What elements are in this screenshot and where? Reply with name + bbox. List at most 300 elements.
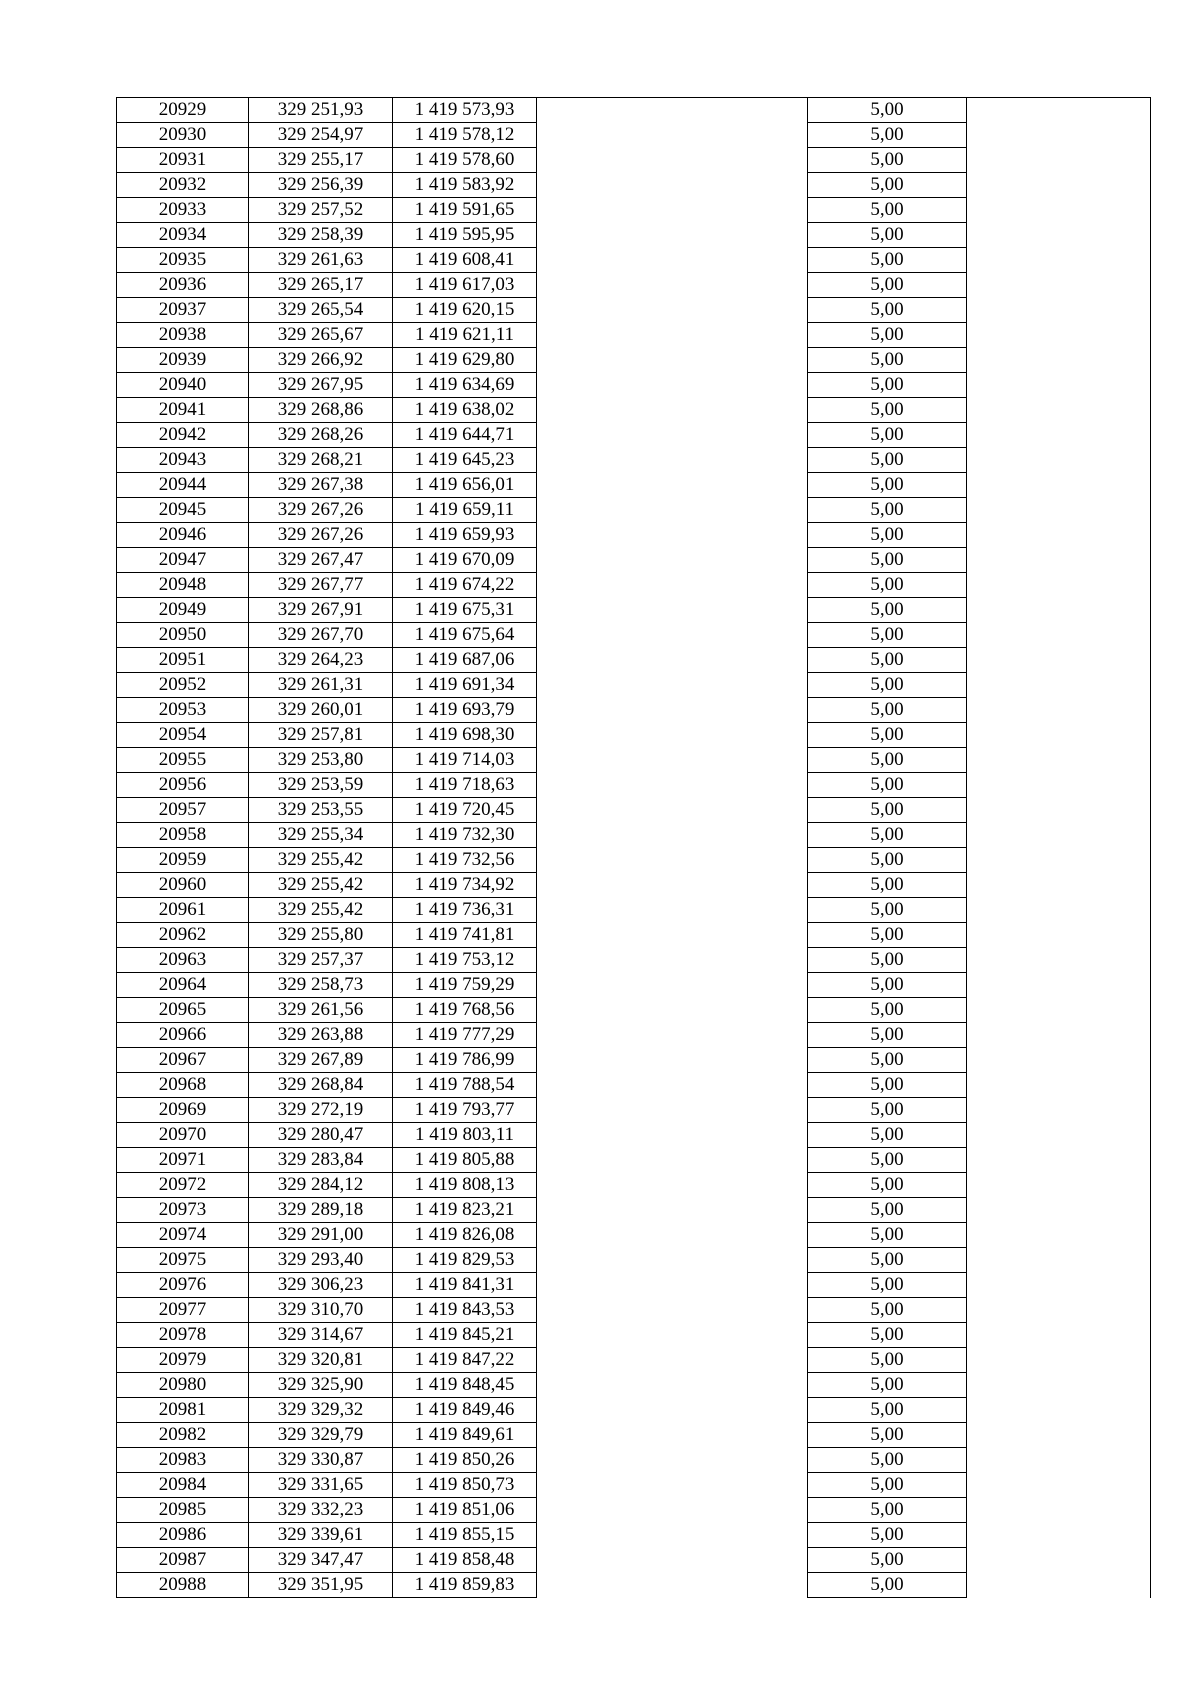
table-row bbox=[117, 548, 1151, 573]
blank-cell bbox=[967, 148, 1151, 173]
blank-cell bbox=[967, 1123, 1151, 1148]
accuracy-cell: 5,00 bbox=[808, 373, 967, 398]
table-row bbox=[117, 1448, 1151, 1473]
y-coordinate-cell: 1 419 578,60 bbox=[393, 148, 537, 173]
accuracy-cell: 5,00 bbox=[808, 398, 967, 423]
blank-cell bbox=[537, 498, 808, 523]
table-row bbox=[117, 798, 1151, 823]
blank-cell bbox=[967, 723, 1151, 748]
x-coordinate-cell: 329 258,73 bbox=[249, 973, 393, 998]
x-coordinate-cell: 329 347,47 bbox=[249, 1548, 393, 1573]
blank-cell bbox=[537, 298, 808, 323]
accuracy-cell: 5,00 bbox=[808, 1373, 967, 1398]
accuracy-cell: 5,00 bbox=[808, 698, 967, 723]
blank-cell bbox=[967, 1573, 1151, 1598]
blank-cell bbox=[967, 1248, 1151, 1273]
blank-cell bbox=[537, 1373, 808, 1398]
blank-cell bbox=[537, 398, 808, 423]
blank-cell bbox=[967, 1023, 1151, 1048]
accuracy-cell: 5,00 bbox=[808, 773, 967, 798]
table-row bbox=[117, 1248, 1151, 1273]
blank-cell bbox=[967, 423, 1151, 448]
blank-cell bbox=[967, 898, 1151, 923]
blank-cell bbox=[967, 1173, 1151, 1198]
accuracy-cell: 5,00 bbox=[808, 1298, 967, 1323]
y-coordinate-cell: 1 419 829,53 bbox=[393, 1248, 537, 1273]
table-row bbox=[117, 773, 1151, 798]
blank-cell bbox=[967, 873, 1151, 898]
accuracy-cell: 5,00 bbox=[808, 498, 967, 523]
x-coordinate-cell: 329 293,40 bbox=[249, 1248, 393, 1273]
blank-cell bbox=[967, 1073, 1151, 1098]
blank-cell bbox=[967, 498, 1151, 523]
point-number-cell: 20931 bbox=[117, 148, 249, 173]
accuracy-cell: 5,00 bbox=[808, 1498, 967, 1523]
y-coordinate-cell: 1 419 841,31 bbox=[393, 1273, 537, 1298]
blank-cell bbox=[967, 1523, 1151, 1548]
y-coordinate-cell: 1 419 714,03 bbox=[393, 748, 537, 773]
table-row bbox=[117, 873, 1151, 898]
point-number-cell: 20936 bbox=[117, 273, 249, 298]
blank-cell bbox=[537, 648, 808, 673]
point-number-cell: 20933 bbox=[117, 198, 249, 223]
point-number-cell: 20965 bbox=[117, 998, 249, 1023]
y-coordinate-cell: 1 419 845,21 bbox=[393, 1323, 537, 1348]
table-row bbox=[117, 598, 1151, 623]
blank-cell bbox=[967, 173, 1151, 198]
point-number-cell: 20934 bbox=[117, 223, 249, 248]
accuracy-cell: 5,00 bbox=[808, 1148, 967, 1173]
blank-cell bbox=[967, 123, 1151, 148]
blank-cell bbox=[967, 823, 1151, 848]
y-coordinate-cell: 1 419 734,92 bbox=[393, 873, 537, 898]
y-coordinate-cell: 1 419 578,12 bbox=[393, 123, 537, 148]
table-row bbox=[117, 1148, 1151, 1173]
y-coordinate-cell: 1 419 634,69 bbox=[393, 373, 537, 398]
x-coordinate-cell: 329 255,42 bbox=[249, 898, 393, 923]
point-number-cell: 20972 bbox=[117, 1173, 249, 1198]
y-coordinate-cell: 1 419 693,79 bbox=[393, 698, 537, 723]
table-row bbox=[117, 1223, 1151, 1248]
point-number-cell: 20955 bbox=[117, 748, 249, 773]
accuracy-cell: 5,00 bbox=[808, 298, 967, 323]
x-coordinate-cell: 329 257,52 bbox=[249, 198, 393, 223]
point-number-cell: 20947 bbox=[117, 548, 249, 573]
x-coordinate-cell: 329 255,80 bbox=[249, 923, 393, 948]
blank-cell bbox=[537, 1423, 808, 1448]
y-coordinate-cell: 1 419 720,45 bbox=[393, 798, 537, 823]
y-coordinate-cell: 1 419 843,53 bbox=[393, 1298, 537, 1323]
point-number-cell: 20957 bbox=[117, 798, 249, 823]
y-coordinate-cell: 1 419 788,54 bbox=[393, 1073, 537, 1098]
x-coordinate-cell: 329 255,42 bbox=[249, 873, 393, 898]
y-coordinate-cell: 1 419 851,06 bbox=[393, 1498, 537, 1523]
blank-cell bbox=[537, 1073, 808, 1098]
x-coordinate-cell: 329 257,37 bbox=[249, 948, 393, 973]
x-coordinate-cell: 329 306,23 bbox=[249, 1273, 393, 1298]
point-number-cell: 20944 bbox=[117, 473, 249, 498]
x-coordinate-cell: 329 267,38 bbox=[249, 473, 393, 498]
point-number-cell: 20963 bbox=[117, 948, 249, 973]
accuracy-cell: 5,00 bbox=[808, 1198, 967, 1223]
table-row bbox=[117, 1548, 1151, 1573]
blank-cell bbox=[537, 448, 808, 473]
accuracy-cell: 5,00 bbox=[808, 323, 967, 348]
point-number-cell: 20937 bbox=[117, 298, 249, 323]
blank-cell bbox=[537, 798, 808, 823]
x-coordinate-cell: 329 329,79 bbox=[249, 1423, 393, 1448]
table-row bbox=[117, 273, 1151, 298]
blank-cell bbox=[537, 198, 808, 223]
point-number-cell: 20929 bbox=[117, 98, 249, 123]
x-coordinate-cell: 329 267,70 bbox=[249, 623, 393, 648]
accuracy-cell: 5,00 bbox=[808, 723, 967, 748]
x-coordinate-cell: 329 325,90 bbox=[249, 1373, 393, 1398]
point-number-cell: 20930 bbox=[117, 123, 249, 148]
y-coordinate-cell: 1 419 777,29 bbox=[393, 1023, 537, 1048]
accuracy-cell: 5,00 bbox=[808, 1173, 967, 1198]
y-coordinate-cell: 1 419 674,22 bbox=[393, 573, 537, 598]
accuracy-cell: 5,00 bbox=[808, 998, 967, 1023]
accuracy-cell: 5,00 bbox=[808, 973, 967, 998]
accuracy-cell: 5,00 bbox=[808, 1123, 967, 1148]
point-number-cell: 20960 bbox=[117, 873, 249, 898]
blank-cell bbox=[967, 998, 1151, 1023]
point-number-cell: 20971 bbox=[117, 1148, 249, 1173]
point-number-cell: 20959 bbox=[117, 848, 249, 873]
y-coordinate-cell: 1 419 687,06 bbox=[393, 648, 537, 673]
point-number-cell: 20953 bbox=[117, 698, 249, 723]
accuracy-cell: 5,00 bbox=[808, 248, 967, 273]
blank-cell bbox=[967, 598, 1151, 623]
accuracy-cell: 5,00 bbox=[808, 1523, 967, 1548]
blank-cell bbox=[967, 98, 1151, 123]
x-coordinate-cell: 329 267,91 bbox=[249, 598, 393, 623]
table-row bbox=[117, 373, 1151, 398]
y-coordinate-cell: 1 419 848,45 bbox=[393, 1373, 537, 1398]
point-number-cell: 20969 bbox=[117, 1098, 249, 1123]
x-coordinate-cell: 329 253,59 bbox=[249, 773, 393, 798]
accuracy-cell: 5,00 bbox=[808, 173, 967, 198]
accuracy-cell: 5,00 bbox=[808, 1323, 967, 1348]
blank-cell bbox=[537, 623, 808, 648]
table-row bbox=[117, 1273, 1151, 1298]
blank-cell bbox=[967, 223, 1151, 248]
blank-cell bbox=[537, 1198, 808, 1223]
y-coordinate-cell: 1 419 803,11 bbox=[393, 1123, 537, 1148]
point-number-cell: 20982 bbox=[117, 1423, 249, 1448]
blank-cell bbox=[537, 373, 808, 398]
y-coordinate-cell: 1 419 732,30 bbox=[393, 823, 537, 848]
x-coordinate-cell: 329 331,65 bbox=[249, 1473, 393, 1498]
blank-cell bbox=[537, 248, 808, 273]
y-coordinate-cell: 1 419 855,15 bbox=[393, 1523, 537, 1548]
table-row bbox=[117, 1298, 1151, 1323]
blank-cell bbox=[537, 1148, 808, 1173]
point-number-cell: 20968 bbox=[117, 1073, 249, 1098]
y-coordinate-cell: 1 419 849,46 bbox=[393, 1398, 537, 1423]
point-number-cell: 20970 bbox=[117, 1123, 249, 1148]
blank-cell bbox=[967, 473, 1151, 498]
accuracy-cell: 5,00 bbox=[808, 848, 967, 873]
y-coordinate-cell: 1 419 675,31 bbox=[393, 598, 537, 623]
point-number-cell: 20932 bbox=[117, 173, 249, 198]
point-number-cell: 20988 bbox=[117, 1573, 249, 1598]
accuracy-cell: 5,00 bbox=[808, 623, 967, 648]
accuracy-cell: 5,00 bbox=[808, 673, 967, 698]
blank-cell bbox=[537, 1573, 808, 1598]
x-coordinate-cell: 329 280,47 bbox=[249, 1123, 393, 1148]
y-coordinate-cell: 1 419 591,65 bbox=[393, 198, 537, 223]
accuracy-cell: 5,00 bbox=[808, 98, 967, 123]
table-row bbox=[117, 1523, 1151, 1548]
point-number-cell: 20987 bbox=[117, 1548, 249, 1573]
blank-cell bbox=[967, 1348, 1151, 1373]
accuracy-cell: 5,00 bbox=[808, 148, 967, 173]
y-coordinate-cell: 1 419 675,64 bbox=[393, 623, 537, 648]
table-row bbox=[117, 623, 1151, 648]
blank-cell bbox=[537, 1123, 808, 1148]
y-coordinate-cell: 1 419 644,71 bbox=[393, 423, 537, 448]
point-number-cell: 20952 bbox=[117, 673, 249, 698]
blank-cell bbox=[967, 198, 1151, 223]
point-number-cell: 20956 bbox=[117, 773, 249, 798]
blank-cell bbox=[537, 1298, 808, 1323]
x-coordinate-cell: 329 265,17 bbox=[249, 273, 393, 298]
blank-cell bbox=[537, 423, 808, 448]
blank-cell bbox=[537, 1273, 808, 1298]
x-coordinate-cell: 329 268,86 bbox=[249, 398, 393, 423]
accuracy-cell: 5,00 bbox=[808, 448, 967, 473]
blank-cell bbox=[537, 1498, 808, 1523]
x-coordinate-cell: 329 291,00 bbox=[249, 1223, 393, 1248]
point-number-cell: 20938 bbox=[117, 323, 249, 348]
y-coordinate-cell: 1 419 617,03 bbox=[393, 273, 537, 298]
y-coordinate-cell: 1 419 595,95 bbox=[393, 223, 537, 248]
table-row bbox=[117, 998, 1151, 1023]
blank-cell bbox=[537, 948, 808, 973]
blank-cell bbox=[537, 1323, 808, 1348]
table-row bbox=[117, 473, 1151, 498]
point-number-cell: 20954 bbox=[117, 723, 249, 748]
point-number-cell: 20979 bbox=[117, 1348, 249, 1373]
accuracy-cell: 5,00 bbox=[808, 1248, 967, 1273]
x-coordinate-cell: 329 268,26 bbox=[249, 423, 393, 448]
x-coordinate-cell: 329 264,23 bbox=[249, 648, 393, 673]
table-row bbox=[117, 1023, 1151, 1048]
y-coordinate-cell: 1 419 638,02 bbox=[393, 398, 537, 423]
point-number-cell: 20983 bbox=[117, 1448, 249, 1473]
table-row bbox=[117, 898, 1151, 923]
blank-cell bbox=[537, 1223, 808, 1248]
y-coordinate-cell: 1 419 629,80 bbox=[393, 348, 537, 373]
x-coordinate-cell: 329 261,56 bbox=[249, 998, 393, 1023]
table-row bbox=[117, 923, 1151, 948]
x-coordinate-cell: 329 253,55 bbox=[249, 798, 393, 823]
blank-cell bbox=[537, 1048, 808, 1073]
point-number-cell: 20951 bbox=[117, 648, 249, 673]
accuracy-cell: 5,00 bbox=[808, 1398, 967, 1423]
blank-cell bbox=[537, 823, 808, 848]
x-coordinate-cell: 329 266,92 bbox=[249, 348, 393, 373]
blank-cell bbox=[967, 948, 1151, 973]
blank-cell bbox=[967, 448, 1151, 473]
blank-cell bbox=[537, 898, 808, 923]
x-coordinate-cell: 329 320,81 bbox=[249, 1348, 393, 1373]
accuracy-cell: 5,00 bbox=[808, 1348, 967, 1373]
accuracy-cell: 5,00 bbox=[808, 473, 967, 498]
y-coordinate-cell: 1 419 645,23 bbox=[393, 448, 537, 473]
blank-cell bbox=[967, 398, 1151, 423]
table-row bbox=[117, 1398, 1151, 1423]
point-number-cell: 20967 bbox=[117, 1048, 249, 1073]
table-row bbox=[117, 148, 1151, 173]
accuracy-cell: 5,00 bbox=[808, 198, 967, 223]
table-row bbox=[117, 198, 1151, 223]
y-coordinate-cell: 1 419 718,63 bbox=[393, 773, 537, 798]
blank-cell bbox=[967, 1448, 1151, 1473]
table-row bbox=[117, 1373, 1151, 1398]
table-row bbox=[117, 948, 1151, 973]
blank-cell bbox=[967, 923, 1151, 948]
blank-cell bbox=[967, 548, 1151, 573]
blank-cell bbox=[537, 223, 808, 248]
y-coordinate-cell: 1 419 753,12 bbox=[393, 948, 537, 973]
accuracy-cell: 5,00 bbox=[808, 1448, 967, 1473]
blank-cell bbox=[967, 673, 1151, 698]
blank-cell bbox=[967, 1548, 1151, 1573]
blank-cell bbox=[967, 973, 1151, 998]
x-coordinate-cell: 329 256,39 bbox=[249, 173, 393, 198]
blank-cell bbox=[537, 1248, 808, 1273]
table-row bbox=[117, 323, 1151, 348]
accuracy-cell: 5,00 bbox=[808, 548, 967, 573]
table-row bbox=[117, 973, 1151, 998]
accuracy-cell: 5,00 bbox=[808, 273, 967, 298]
table-row bbox=[117, 1323, 1151, 1348]
accuracy-cell: 5,00 bbox=[808, 648, 967, 673]
x-coordinate-cell: 329 261,31 bbox=[249, 673, 393, 698]
blank-cell bbox=[537, 148, 808, 173]
y-coordinate-cell: 1 419 786,99 bbox=[393, 1048, 537, 1073]
x-coordinate-cell: 329 267,26 bbox=[249, 498, 393, 523]
y-coordinate-cell: 1 419 808,13 bbox=[393, 1173, 537, 1198]
table-row bbox=[117, 823, 1151, 848]
table-row bbox=[117, 448, 1151, 473]
accuracy-cell: 5,00 bbox=[808, 923, 967, 948]
x-coordinate-cell: 329 284,12 bbox=[249, 1173, 393, 1198]
y-coordinate-cell: 1 419 823,21 bbox=[393, 1198, 537, 1223]
x-coordinate-cell: 329 267,95 bbox=[249, 373, 393, 398]
blank-cell bbox=[537, 598, 808, 623]
blank-cell bbox=[537, 923, 808, 948]
blank-cell bbox=[537, 173, 808, 198]
x-coordinate-cell: 329 268,84 bbox=[249, 1073, 393, 1098]
blank-cell bbox=[537, 573, 808, 598]
blank-cell bbox=[537, 1023, 808, 1048]
point-number-cell: 20986 bbox=[117, 1523, 249, 1548]
point-number-cell: 20976 bbox=[117, 1273, 249, 1298]
blank-cell bbox=[537, 748, 808, 773]
accuracy-cell: 5,00 bbox=[808, 523, 967, 548]
x-coordinate-cell: 329 263,88 bbox=[249, 1023, 393, 1048]
y-coordinate-cell: 1 419 698,30 bbox=[393, 723, 537, 748]
blank-cell bbox=[967, 798, 1151, 823]
x-coordinate-cell: 329 267,26 bbox=[249, 523, 393, 548]
accuracy-cell: 5,00 bbox=[808, 1073, 967, 1098]
point-number-cell: 20935 bbox=[117, 248, 249, 273]
blank-cell bbox=[537, 698, 808, 723]
blank-cell bbox=[537, 323, 808, 348]
table-row bbox=[117, 348, 1151, 373]
point-number-cell: 20950 bbox=[117, 623, 249, 648]
y-coordinate-cell: 1 419 859,83 bbox=[393, 1573, 537, 1598]
table-row bbox=[117, 573, 1151, 598]
blank-cell bbox=[967, 1223, 1151, 1248]
table-row bbox=[117, 98, 1151, 123]
table-row bbox=[117, 1498, 1151, 1523]
point-number-cell: 20949 bbox=[117, 598, 249, 623]
point-number-cell: 20941 bbox=[117, 398, 249, 423]
x-coordinate-cell: 329 254,97 bbox=[249, 123, 393, 148]
accuracy-cell: 5,00 bbox=[808, 598, 967, 623]
x-coordinate-cell: 329 283,84 bbox=[249, 1148, 393, 1173]
table-row bbox=[117, 123, 1151, 148]
blank-cell bbox=[537, 1173, 808, 1198]
blank-cell bbox=[967, 1198, 1151, 1223]
x-coordinate-cell: 329 261,63 bbox=[249, 248, 393, 273]
blank-cell bbox=[967, 298, 1151, 323]
point-number-cell: 20980 bbox=[117, 1373, 249, 1398]
blank-cell bbox=[967, 523, 1151, 548]
x-coordinate-cell: 329 314,67 bbox=[249, 1323, 393, 1348]
point-number-cell: 20945 bbox=[117, 498, 249, 523]
y-coordinate-cell: 1 419 741,81 bbox=[393, 923, 537, 948]
y-coordinate-cell: 1 419 583,92 bbox=[393, 173, 537, 198]
blank-cell bbox=[967, 1398, 1151, 1423]
x-coordinate-cell: 329 329,32 bbox=[249, 1398, 393, 1423]
point-number-cell: 20961 bbox=[117, 898, 249, 923]
blank-cell bbox=[537, 123, 808, 148]
point-number-cell: 20975 bbox=[117, 1248, 249, 1273]
table-row bbox=[117, 673, 1151, 698]
blank-cell bbox=[537, 1098, 808, 1123]
point-number-cell: 20943 bbox=[117, 448, 249, 473]
table-row bbox=[117, 423, 1151, 448]
blank-cell bbox=[967, 1473, 1151, 1498]
point-number-cell: 20958 bbox=[117, 823, 249, 848]
point-number-cell: 20966 bbox=[117, 1023, 249, 1048]
blank-cell bbox=[537, 1523, 808, 1548]
blank-cell bbox=[967, 1423, 1151, 1448]
table-row bbox=[117, 1098, 1151, 1123]
x-coordinate-cell: 329 268,21 bbox=[249, 448, 393, 473]
blank-cell bbox=[967, 748, 1151, 773]
blank-cell bbox=[537, 273, 808, 298]
accuracy-cell: 5,00 bbox=[808, 223, 967, 248]
accuracy-cell: 5,00 bbox=[808, 1548, 967, 1573]
table-body bbox=[117, 98, 1151, 1598]
accuracy-cell: 5,00 bbox=[808, 798, 967, 823]
y-coordinate-cell: 1 419 793,77 bbox=[393, 1098, 537, 1123]
blank-cell bbox=[967, 323, 1151, 348]
blank-cell bbox=[967, 648, 1151, 673]
accuracy-cell: 5,00 bbox=[808, 948, 967, 973]
table-row bbox=[117, 223, 1151, 248]
blank-cell bbox=[967, 623, 1151, 648]
y-coordinate-cell: 1 419 573,93 bbox=[393, 98, 537, 123]
point-number-cell: 20964 bbox=[117, 973, 249, 998]
